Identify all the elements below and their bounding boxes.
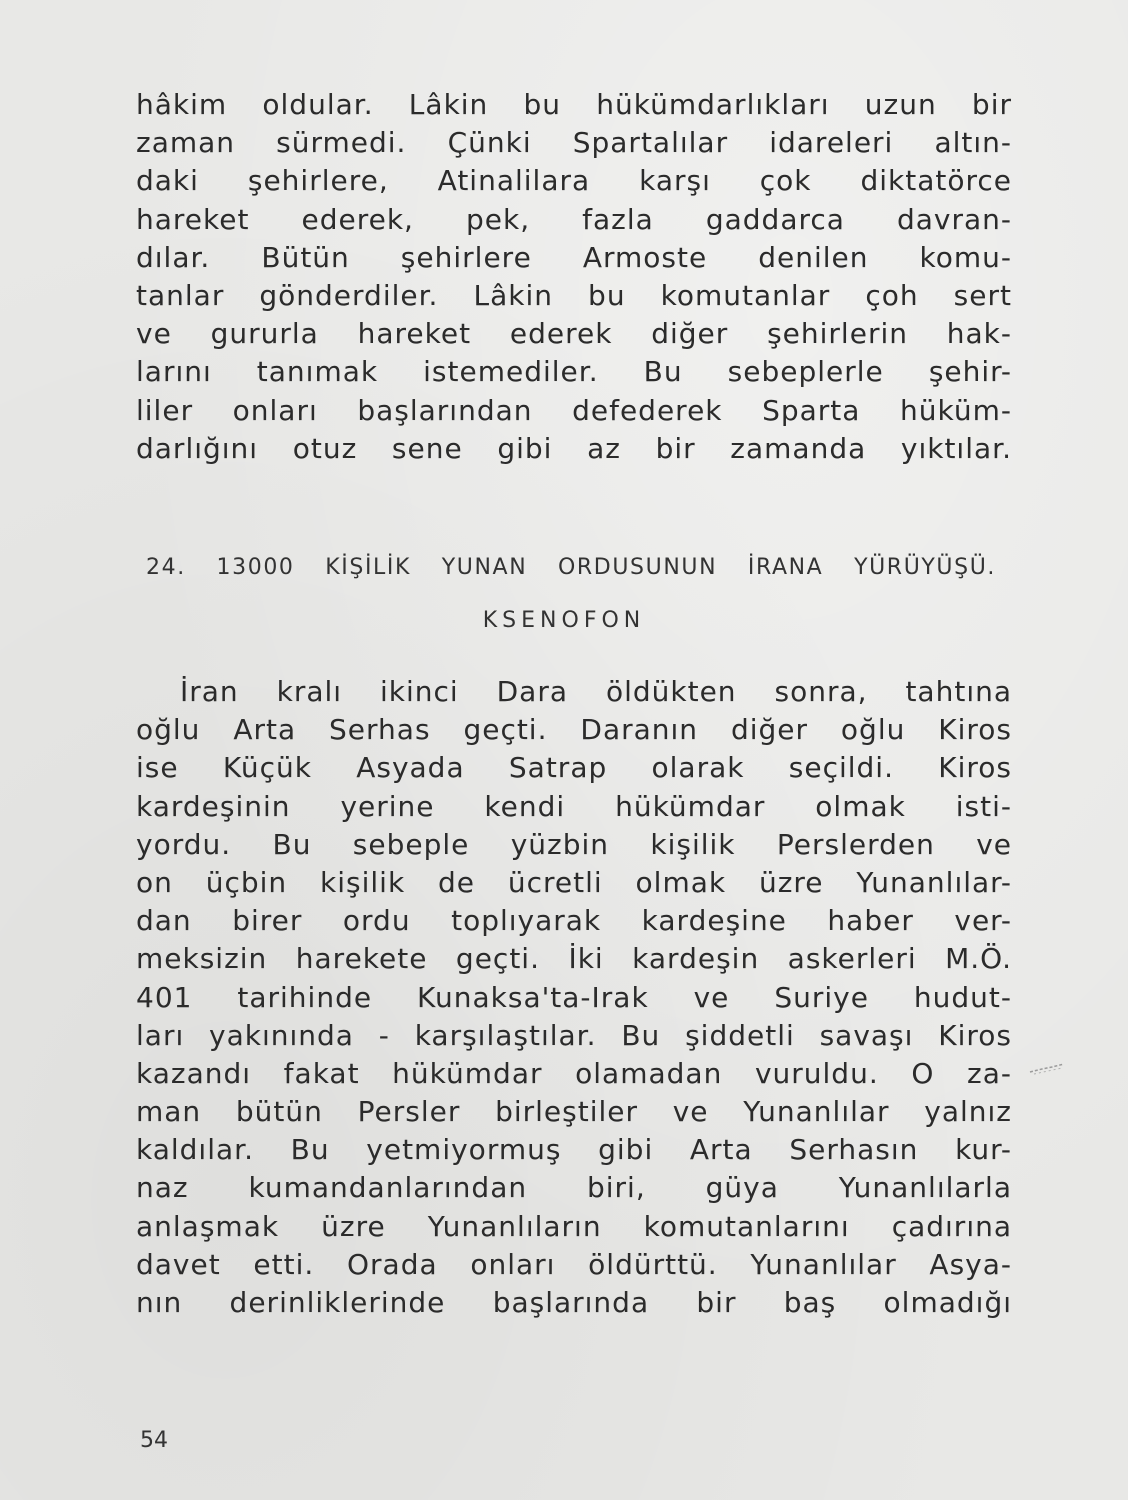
paragraph-sparta-rule xyxy=(136,86,1012,468)
text-line: tanlar gönderdiler. Lâkin bu komutanlar çoh sert xyxy=(136,278,1012,312)
text-line: ve gururla hareket ederek diğer şehirlerin hak- xyxy=(136,317,1012,351)
text-line: hâkim oldular. Lâkin bu hükümdarlıkları uzun bir xyxy=(136,88,1012,121)
page-number: 54 xyxy=(140,1428,168,1453)
text-line: kazandı fakat hükümdar olamadan vuruldu. O za- xyxy=(136,1056,1012,1090)
text-line: anlaşmak üzre Yunanlıların komutanlarını çadırına xyxy=(136,1209,1012,1243)
paragraph-persian-march xyxy=(136,673,1012,1322)
text-line: zaman sürmedi. Çünki Spartalılar idareleri altın- xyxy=(136,126,1012,160)
text-line: yordu. Bu sebeple yüzbin kişilik Perslerden ve xyxy=(136,827,1012,861)
text-line-indented: İran kralı ikinci Dara öldükten sonra, tahtına xyxy=(180,675,1012,708)
text-line: hareket ederek, pek, fazla gaddarca davran- xyxy=(136,202,1012,236)
text-line: liler onları başlarından defederek Sparta hüküm- xyxy=(136,393,1012,427)
text-line: ise Küçük Asyada Satrap olarak seçildi. Kiros xyxy=(136,751,1012,785)
text-line: larını tanımak istemediler. Bu sebeplerle şehir- xyxy=(136,355,1012,389)
text-line: dılar. Bütün şehirlere Armoste denilen komu- xyxy=(136,240,1012,274)
text-line: kaldılar. Bu yetmiyormuş gibi Arta Serhasın kur- xyxy=(136,1133,1012,1167)
text-line: ları yakınında - karşılaştılar. Bu şiddetli savaşı Kiros xyxy=(136,1018,1012,1052)
text-line: daki şehirlere, Atinalilara karşı çok diktatörce xyxy=(136,164,1012,198)
text-line: darlığını otuz sene gibi az bir zamanda yıktılar. xyxy=(136,431,1012,465)
text-line: nın derinliklerinde başlarında bir baş olmadığı xyxy=(136,1286,1012,1319)
section-subheading: KSENOFON xyxy=(482,608,646,633)
text-line: man bütün Persler birleştiler ve Yunanlılar yalnız xyxy=(136,1095,1012,1129)
text-line: naz kumandanlarından biri, güya Yunanlılarla xyxy=(136,1171,1012,1205)
text-line: on üçbin kişilik de ücretli olmak üzre Yunanlılar- xyxy=(136,865,1012,899)
text-line: kardeşinin yerine kendi hükümdar olmak isti- xyxy=(136,789,1012,823)
section-heading: 24. 13000 KİŞİLİK YUNAN ORDUSUNUN İRANA YÜRÜYÜŞÜ. xyxy=(146,555,996,580)
text-line: davet etti. Orada onları öldürttü. Yunanlılar Asya- xyxy=(136,1247,1012,1281)
text-line: 401 tarihinde Kunaksa'ta-Irak ve Suriye hudut- xyxy=(136,980,1012,1014)
text-line: dan birer ordu toplıyarak kardeşine haber ver- xyxy=(136,904,1012,938)
ink-smudge-mark xyxy=(1028,1062,1066,1076)
text-line: meksizin harekete geçti. İki kardeşin askerleri M.Ö. xyxy=(136,942,1012,976)
text-line: oğlu Arta Serhas geçti. Daranın diğer oğlu Kiros xyxy=(136,713,1012,747)
